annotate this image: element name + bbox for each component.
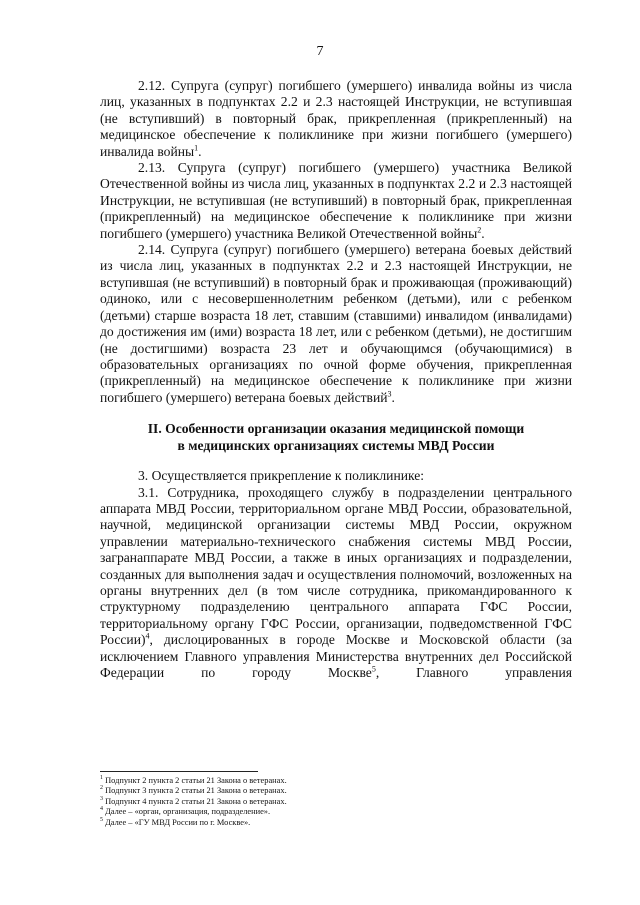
footnote-ref: 5 [371,664,376,674]
paragraph-text: , дислоцированных в городе Москве и Московской области (за исключением Главного управления Министерства внутренних дел Российской Федерации по городу Москве [100,632,572,680]
paragraph-text: 3.1. Сотрудника, проходящего службу в подразделении центрального аппарата МВД России, территориальном органе МВД России, образовательной, научной, медицинской организации системы МВД России, окружном управлении материально-технического снабжения системы МВД России, загранаппарате МВД России, а также в иных организациях и подразделении, созданных для выполнения задач и осуществления полномочий, возложенных на органы внутренних дел (в том числе сотрудника, прикомандированного к структурному подразделению центрального аппарата ГФС России, территориальному органу ГФС России, организации, подведомственной ГФС России) [100,484,572,648]
footnote [100,776,572,786]
footnotes [100,776,572,828]
footnote-number: 2 [100,785,103,792]
footnote-text: Подпункт 3 пункта 2 статьи 21 Закона о ветеранах. [105,786,287,796]
footnote [100,818,572,828]
footnote-number: 3 [100,796,103,803]
footnote-text: Далее – «ГУ МВД России по г. Москве». [105,817,251,827]
footnote [100,807,572,817]
section-heading [100,420,572,454]
paragraph-text: 2.12. Супруга (супруг) погибшего (умершего) инвалида войны из числа лиц, указанных в подпунктах 2.2 и 2.3 настоящей Инструкции, не вступившая (не вступивший) в повторный брак, прикрепленная (прикрепленный) на медицинское обеспечение к поликлинике при жизни погибшего (умершего) инвалида войны [100,78,572,159]
footnote-text: Подпункт 2 пункта 2 статьи 21 Закона о ветеранах. [105,776,287,785]
footnote [100,797,572,807]
footnote-ref: 3 [387,389,392,399]
footnote-number: 4 [100,806,103,813]
paragraph-2-12: 2.12. Супруга (супруг) погибшего (умершего) инвалида войны из числа лиц, указанных в подпунктах 2.2 и 2.3 настоящей Инструкции, не вступившая (не вступивший) в повторный брак, прикрепленная (прикрепленный) на медицинское обеспечение к поликлинике при жизни погибшего (умершего) инвалида войны$^1$. [100,78,572,159]
paragraph-3-1 [100,485,572,682]
paragraph-2-14: 2.14. Супруга (супруг) погибшего (умершего) ветерана боевых действий из числа лиц, указанных в подпунктах 2.2 и 2.3 настоящей Инструкции, не вступившая (не вступивший) в повторный брак и проживающая (проживающий) одиноко, или с несовершеннолетним ребенком (детьми), или с ребенком (детьми) старше возраста 18 лет, ставшим (ставшими) инвалидом (инвалидами) до достижения им (ими) возраста 18 лет, или с ребенком (детьми), не достигшим (не достигшими) возраста 23 лет и обучающимся (обучающимися) в образовательных организациях по очной форме обучения, прикрепленная (прикрепленный) на медицинское обеспечение к поликлинике при жизни погибшего (умершего) ветерана боевых действий$^3$. [100,242,572,405]
footnote-text: Подпункт 4 пункта 2 статьи 21 Закона о ветеранах. [105,796,287,806]
page-number: 7 [316,44,324,59]
paragraph-3: 3. Осуществляется прикрепление к поликлинике: [138,468,425,484]
paragraph-text: 2.13. Супруга (супруг) погибшего (умершего) участника Великой Отечественной войны из числа лиц, указанных в подпунктах 2.2 и 2.3 настоящей Инструкции, не вступившая (не вступивший) в повторный брак, прикрепленная (прикрепленный) на медицинское обеспечение к поликлинике при жизни погибшего (умершего) участника Великой Отечественной войны [100,160,572,241]
footnote-separator [100,771,258,772]
footnote-text: Далее – «орган, организация, подразделение». [105,807,271,817]
footnote-number: 1 [100,775,103,782]
footnote-ref: 4 [145,631,150,641]
paragraph-text: , Главного управления [375,665,572,680]
section-heading-line2: в медицинских организациях системы МВД России [177,438,495,454]
footnote [100,786,572,796]
section-heading-line1: II. Особенности организации оказания медицинской помощи [147,421,525,437]
footnote-ref: 2 [477,225,482,235]
document-body [100,78,572,681]
paragraph-text: 2.14. Супруга (супруг) погибшего (умершего) ветерана боевых действий из числа лиц, указанных в подпунктах 2.2 и 2.3 настоящей Инструкции, не вступившая (не вступивший) в повторный брак и проживающая (проживающий) одиноко, или с несовершеннолетним ребенком (детьми), или с ребенком (детьми) старше возраста 18 лет, ставшим (ставшими) инвалидом (инвалидами) до достижения им (ими) возраста 18 лет, или с ребенком (детьми), не достигшим (не достигшими) возраста 23 лет и обучающимся (обучающимися) в образовательных организациях по очной форме обучения, прикрепленная (прикрепленный) на медицинское обеспечение к поликлинике при жизни погибшего (умершего) ветерана боевых действий [100,242,572,405]
paragraph-2-13: 2.13. Супруга (супруг) погибшего (умершего) участника Великой Отечественной войны из числа лиц, указанных в подпунктах 2.2 и 2.3 настоящей Инструкции, не вступившая (не вступивший) в повторный брак, прикрепленная (прикрепленный) на медицинское обеспечение к поликлинике при жизни погибшего (умершего) участника Великой Отечественной войны$^2$. [100,160,572,241]
footnote-number: 5 [100,816,103,823]
footnote-ref: 1 [194,143,199,153]
